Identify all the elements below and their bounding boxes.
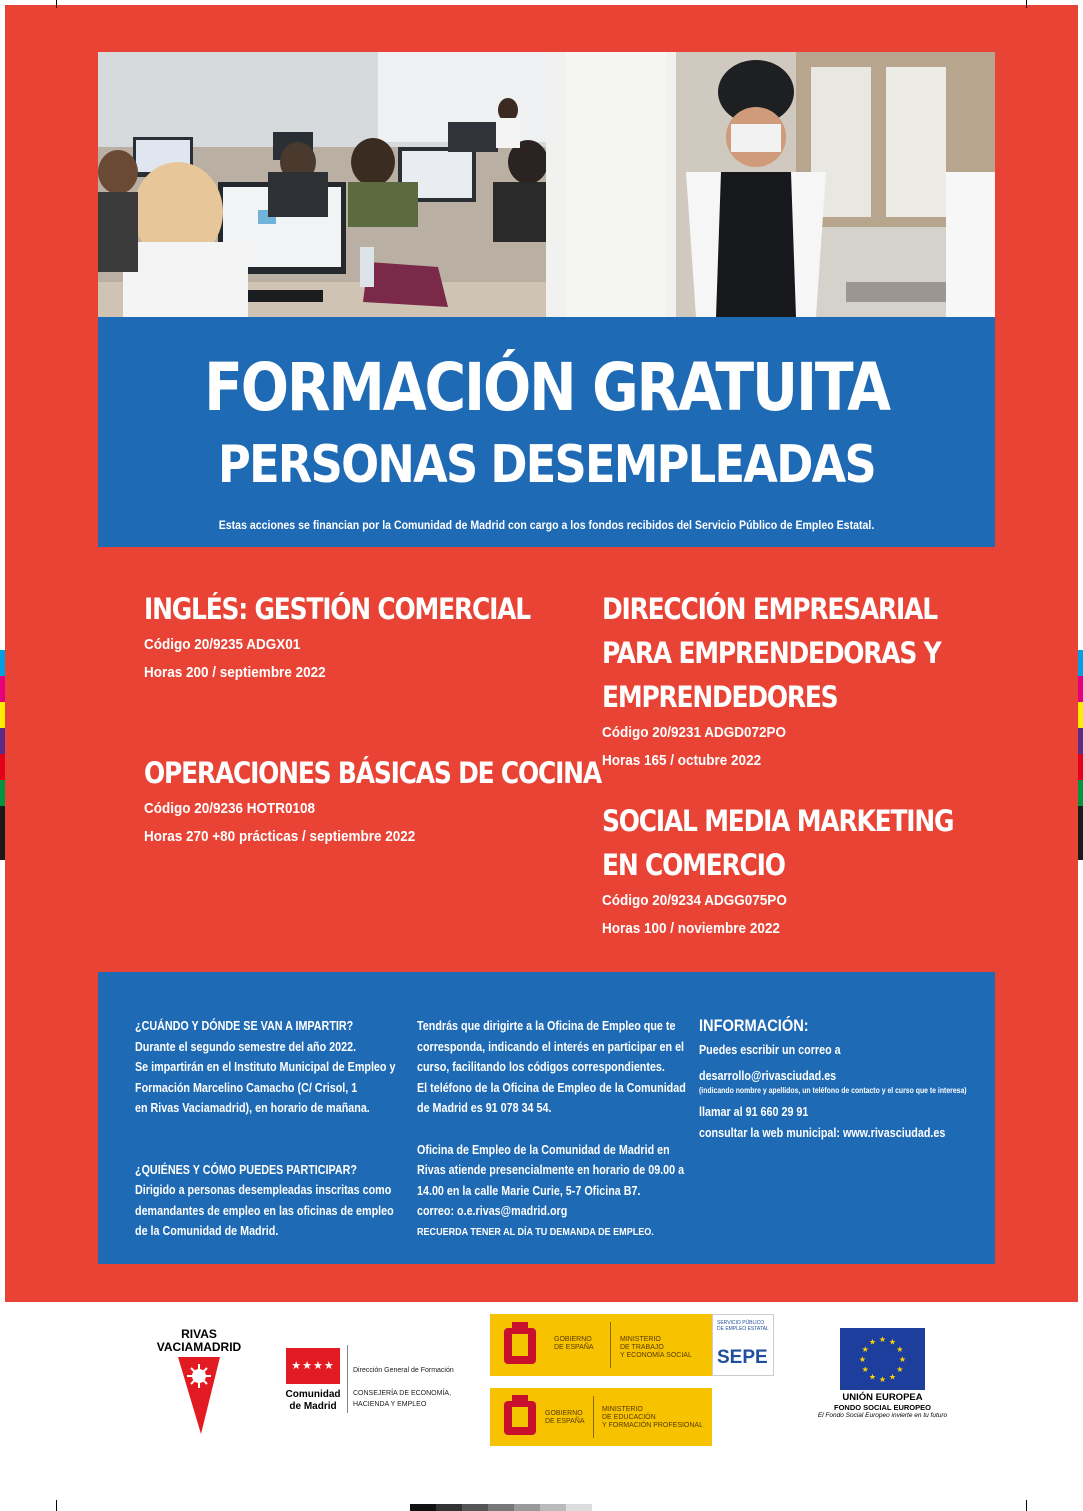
eu-caption xyxy=(800,1393,965,1420)
rivas-vaciamadrid-logo xyxy=(150,1328,248,1438)
color-bar xyxy=(1078,650,1083,676)
course-code: Código 20/9235 ADGX01 xyxy=(144,636,301,653)
madrid-name-line: de Madrid xyxy=(289,1401,337,1412)
eu-motto: El Fondo Social Europeo invierte en tu futuro xyxy=(817,1412,948,1419)
divider xyxy=(347,1345,348,1413)
ministry-line: Y FORMACIÓN PROFESIONAL xyxy=(602,1422,703,1429)
answer-line: Dirigido a personas desempleadas inscritas como xyxy=(135,1183,392,1197)
title-banner xyxy=(98,317,995,547)
color-bar xyxy=(0,754,5,780)
course-direccion xyxy=(602,587,996,775)
consejeria-line: HACIENDA Y EMPLEO xyxy=(353,1401,427,1408)
office-line: Rivas atiende presencialmente en horario de 09.00 a xyxy=(417,1163,685,1177)
rivas-name: VACIAMADRID xyxy=(156,1340,242,1354)
office-line: 14.00 en la calle Marie Curie, 5-7 Oficina B7. xyxy=(417,1183,641,1198)
kitchen-class-photo xyxy=(546,52,995,317)
office-line: El teléfono de la Oficina de Empleo de la Comunidad xyxy=(417,1080,686,1095)
madrid-stars-icon: ★★★★ xyxy=(286,1348,340,1384)
ministry-line: MINISTERIO xyxy=(602,1406,643,1413)
answer-line: demandantes de empleo en las oficinas de empleo xyxy=(135,1203,394,1218)
svg-text:★: ★ xyxy=(878,1375,887,1384)
info-heading: INFORMACIÓN: xyxy=(699,1016,809,1035)
funding-note: Estas acciones se financian por la Comunidad de Madrid con cargo a los fondos recibidos del Servicio Público de Empleo Estatal. xyxy=(218,520,875,532)
info-col-when-who xyxy=(135,1016,438,1242)
madrid-name-line: Comunidad xyxy=(285,1389,341,1400)
eu-title: UNIÓN EUROPEA xyxy=(842,1392,923,1403)
grey-patch xyxy=(462,1504,488,1511)
svg-text:★: ★ xyxy=(861,1345,869,1354)
sepe-name: SEPE xyxy=(717,1347,768,1368)
contact-note: (indicando nombre y apellidos, un teléfono de contacto y el curso que te interesa) xyxy=(699,1086,967,1095)
color-bar xyxy=(1078,754,1083,780)
grey-patch xyxy=(410,1504,436,1511)
color-bar xyxy=(0,702,5,728)
computer-class-photo xyxy=(98,52,546,317)
svg-text:★: ★ xyxy=(896,1345,904,1354)
reminder-text: RECUERDA TENER AL DÍA TU DEMANDA DE EMPLEO. xyxy=(417,1225,654,1238)
color-bar xyxy=(1078,780,1083,806)
svg-text:★: ★ xyxy=(878,1335,887,1344)
svg-text:★: ★ xyxy=(898,1355,907,1364)
answer-line: Durante el segundo semestre del año 2022. xyxy=(135,1039,357,1054)
contact-email: desarrollo@rivasciudad.es xyxy=(699,1068,837,1083)
ministry-line: DE TRABAJO xyxy=(620,1344,664,1351)
course-hours: Horas 165 / octubre 2022 xyxy=(602,752,762,769)
course-social-media xyxy=(602,799,1010,943)
course-title: DIRECCIÓN EMPRESARIAL xyxy=(602,592,937,626)
ministry-text xyxy=(620,1336,692,1360)
crop-mark xyxy=(56,1500,57,1511)
svg-text:★: ★ xyxy=(896,1365,904,1374)
madrid-name xyxy=(283,1389,343,1413)
office-email: correo: o.e.rivas@madrid.org xyxy=(417,1204,568,1218)
gobierno-line: DE ESPAÑA xyxy=(554,1344,594,1351)
rivas-name: RIVAS xyxy=(181,1327,217,1341)
ministry-line: DE EDUCACIÓN xyxy=(602,1414,656,1421)
crop-mark xyxy=(56,0,57,8)
svg-text:★: ★ xyxy=(868,1372,877,1382)
crop-mark xyxy=(1026,1500,1027,1511)
course-hours: Horas 270 +80 prácticas / septiembre 2022 xyxy=(144,828,416,845)
gobierno-text xyxy=(554,1336,594,1352)
answer-line: en Rivas Vaciamadrid), en horario de mañana. xyxy=(135,1101,370,1115)
info-panel xyxy=(98,972,995,1264)
svg-text:★: ★ xyxy=(888,1337,897,1347)
ministry-line: MINISTERIO xyxy=(620,1336,661,1343)
divider xyxy=(610,1322,611,1368)
consejeria-line: CONSEJERÍA DE ECONOMÍA, xyxy=(353,1390,452,1397)
madrid-direction: Dirección General de Formación xyxy=(353,1367,454,1374)
svg-text:★: ★ xyxy=(858,1355,867,1364)
subtitle: PERSONAS DESEMPLEADAS xyxy=(218,435,875,495)
sepe-caption-line: DE EMPLEO ESTATAL xyxy=(717,1326,769,1332)
sepe-caption-line: SERVICIO PÚBLICO xyxy=(717,1320,765,1326)
answer-line: Formación Marcelino Camacho (C/ Crisol, 1 xyxy=(135,1080,358,1095)
contact-line: Puedes escribir un correo a xyxy=(699,1043,841,1057)
sepe-logo xyxy=(712,1314,774,1376)
grey-patch xyxy=(488,1504,514,1511)
course-cocina xyxy=(144,751,675,851)
svg-text:★: ★ xyxy=(888,1372,897,1382)
color-bar xyxy=(1078,728,1083,754)
course-code: Código 20/9234 ADGG075PO xyxy=(602,892,787,909)
office-phone: de Madrid es 91 078 34 54. xyxy=(417,1101,552,1115)
eu-fund: FONDO SOCIAL EUROPEO xyxy=(834,1403,931,1412)
info-col-contact xyxy=(699,1012,1010,1143)
color-bar xyxy=(0,780,5,806)
course-hours: Horas 100 / noviembre 2022 xyxy=(602,920,780,937)
course-ingles xyxy=(144,587,593,687)
grey-patch xyxy=(566,1504,592,1511)
gobierno-line: GOBIERNO xyxy=(545,1410,583,1417)
eu-flag-icon xyxy=(840,1328,925,1390)
spain-coat-of-arms-icon xyxy=(500,1320,540,1370)
grey-patch xyxy=(436,1504,462,1511)
color-bar xyxy=(0,728,5,754)
contact-phone: llamar al 91 660 29 91 xyxy=(699,1105,809,1119)
grey-patch xyxy=(514,1504,540,1511)
svg-text:★: ★ xyxy=(861,1365,869,1374)
course-title: SOCIAL MEDIA MARKETING xyxy=(602,804,954,838)
color-bar xyxy=(0,650,5,676)
course-hours: Horas 200 / septiembre 2022 xyxy=(144,664,326,681)
color-bar xyxy=(1078,676,1083,702)
gobierno-line: GOBIERNO xyxy=(554,1336,592,1343)
answer-line: Se impartirán en el Instituto Municipal de Empleo y xyxy=(135,1060,396,1074)
ministry-text xyxy=(602,1406,703,1430)
sepe-caption xyxy=(717,1320,769,1332)
answer-line: de la Comunidad de Madrid. xyxy=(135,1224,279,1238)
gobierno-educacion-logo xyxy=(490,1388,712,1446)
spain-coat-of-arms-icon xyxy=(500,1393,540,1441)
office-line: corresponda, indicando el interés en participar en el xyxy=(417,1039,685,1054)
gobierno-line: DE ESPAÑA xyxy=(545,1418,585,1425)
grey-patch xyxy=(540,1504,566,1511)
gobierno-trabajo-logo xyxy=(490,1314,712,1376)
office-line: Oficina de Empleo de la Comunidad de Madrid en xyxy=(417,1142,670,1157)
rivas-shield-icon xyxy=(150,1354,248,1436)
course-title: PARA EMPRENDEDORAS Y xyxy=(602,636,941,670)
color-bar xyxy=(0,806,5,860)
course-title: EMPRENDEDORES xyxy=(602,680,838,714)
gobierno-text xyxy=(545,1410,585,1426)
contact-web: consultar la web municipal: www.rivasciudad.es xyxy=(699,1125,946,1140)
course-title: INGLÉS: GESTIÓN COMERCIAL xyxy=(144,592,530,626)
question-who: ¿QUIÉNES Y CÓMO PUEDES PARTICIPAR? xyxy=(135,1162,358,1177)
crop-mark xyxy=(1026,0,1027,8)
color-bar xyxy=(1078,806,1083,860)
color-bar xyxy=(1078,702,1083,728)
course-title: OPERACIONES BÁSICAS DE COCINA xyxy=(144,756,601,790)
header-photos xyxy=(98,52,995,317)
course-code: Código 20/9236 HOTR0108 xyxy=(144,800,316,817)
ministry-line: Y ECONOMÍA SOCIAL xyxy=(620,1352,692,1359)
divider xyxy=(593,1396,594,1438)
info-col-office xyxy=(417,1016,730,1242)
course-title: EN COMERCIO xyxy=(602,848,785,882)
svg-text:★: ★ xyxy=(868,1337,877,1347)
color-bar xyxy=(0,676,5,702)
office-line: curso, facilitando los códigos correspondientes. xyxy=(417,1060,665,1074)
course-code: Código 20/9231 ADGD072PO xyxy=(602,724,787,741)
question-when: ¿CUÁNDO Y DÓNDE SE VAN A IMPARTIR? xyxy=(135,1019,354,1033)
main-title: FORMACIÓN GRATUITA xyxy=(204,349,889,426)
office-line: Tendrás que dirigirte a la Oficina de Empleo que te xyxy=(417,1019,676,1033)
comunidad-madrid-logo xyxy=(283,1345,463,1415)
madrid-consejeria xyxy=(353,1388,451,1410)
